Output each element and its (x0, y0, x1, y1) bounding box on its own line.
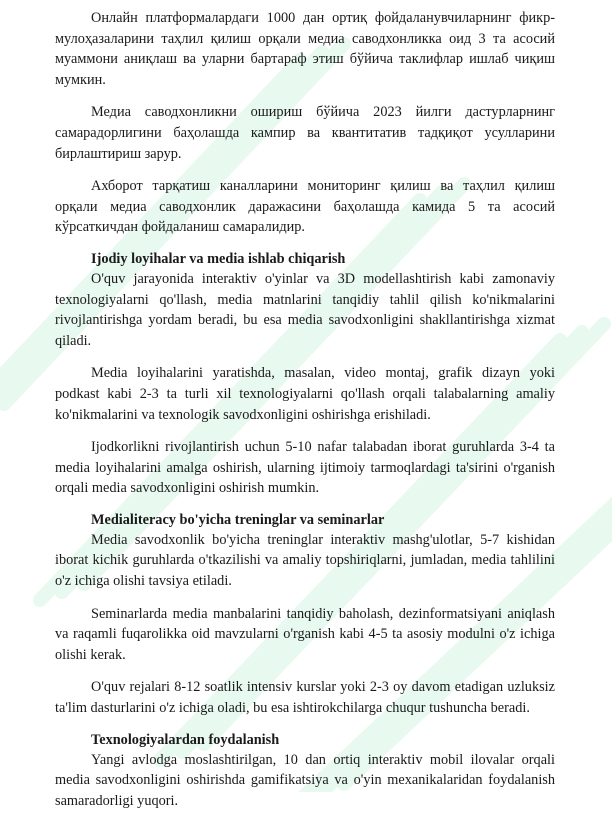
paragraph-curriculum: O'quv rejalari 8-12 soatlik intensiv kurslar yoki 2-3 oy davom etadigan uzluksiz ta'lim dasturlarini o'z ichiga oladi, bu esa ishtirokchilarga chuqur tushuncha beradi. (55, 679, 555, 717)
paragraph-seminar-modules: Seminarlarda media manbalarini tanqidiy baholash, dezinformatsiyani aniqlash va raqamli fuqarolikka oid mavzularni o'rganish kabi 4-5 ta asosiy modulni o'z ichiga olishi kerak. (55, 605, 555, 663)
paragraph-feedback-analysis: Онлайн платформалардаги 1000 дан ортиқ фойдаланувчиларнинг фикр-мулоҳазаларини таҳлил қилиш орқали медиа саводхонликка оид 3 та асосий муаммони аниқлаш ва уларни бартараф этиш бўйича таклифлар ишлаб чиқиш мумкин. (55, 10, 555, 88)
section-heading-technology: Texnologiyalardan foydalanish (91, 731, 280, 748)
section-heading-creative-projects: Ijodiy loyihalar va media ishlab chiqarish (91, 250, 346, 267)
paragraph-media-projects: Media loyihalarini yaratishda, masalan, video montaj, grafik dizayn yoki podkast kabi 2-3 ta turli xil texnologiyalarni qo'llash orqali talabalarning amaliy ko'nikmalarini va texnologik savodxonligini oshirishga erishiladi. (55, 365, 555, 423)
paragraph-interactive-games: O'quv jarayonida interaktiv o'yinlar va 3D modellashtirish kabi zamonaviy texnologiyalarni qo'llash, media matnlarini tanqidiy tahlil qilish ko'nikmalarini rivojlantirishga yordam beradi, bu esa media savodxonligini shakllantirishga xizmat qiladi. (55, 270, 555, 349)
document-page (55, 8, 555, 822)
paragraph-creativity-groups: Ijodkorlikni rivojlantirish uchun 5-10 nafar talabadan iborat guruhlarda 3-4 ta media loyihalarini amalga oshirish, ularning ijtimoiy tarmoqlardagi ta'sirini o'rganish orqali media savodxonligini oshirish mumkin. (55, 439, 555, 497)
paragraph-program-evaluation: Медиа саводхонликни ошириш бўйича 2023 йилги дастурларнинг самарадорлигини баҳолашда кампир ва квантитатив тадқиқот усулларини бирлаштириш зарур. (55, 104, 555, 162)
paragraph-channel-monitoring: Ахборот тарқатиш каналларини мониторинг қилиш ва таҳлил қилиш орқали медиа саводхонлик даражасини баҳолашда камида 5 та асосий кўрсаткичдан фойдаланиш самаралидир. (55, 178, 555, 236)
paragraph-training-format: Media savodxonlik bo'yicha treninglar interaktiv mashg'ulotlar, 5-7 kishidan iborat kichik guruhlarda o'tkazilishi va amaliy topshiriqlarni, jumladan, media tahlilini o'z ichiga olishi tavsiya etiladi. (55, 531, 555, 590)
section-heading-trainings: Medialiteracy bo'yicha treninglar va seminarlar (91, 511, 385, 528)
paragraph-mobile-apps: Yangi avlodga moslashtirilgan, 10 dan ortiq interaktiv mobil ilovalar orqali media savodxonligini oshirishda gamifikatsiya va o'yin mexanikalaridan foydalanish samaradorligi yuqori. (55, 751, 555, 809)
